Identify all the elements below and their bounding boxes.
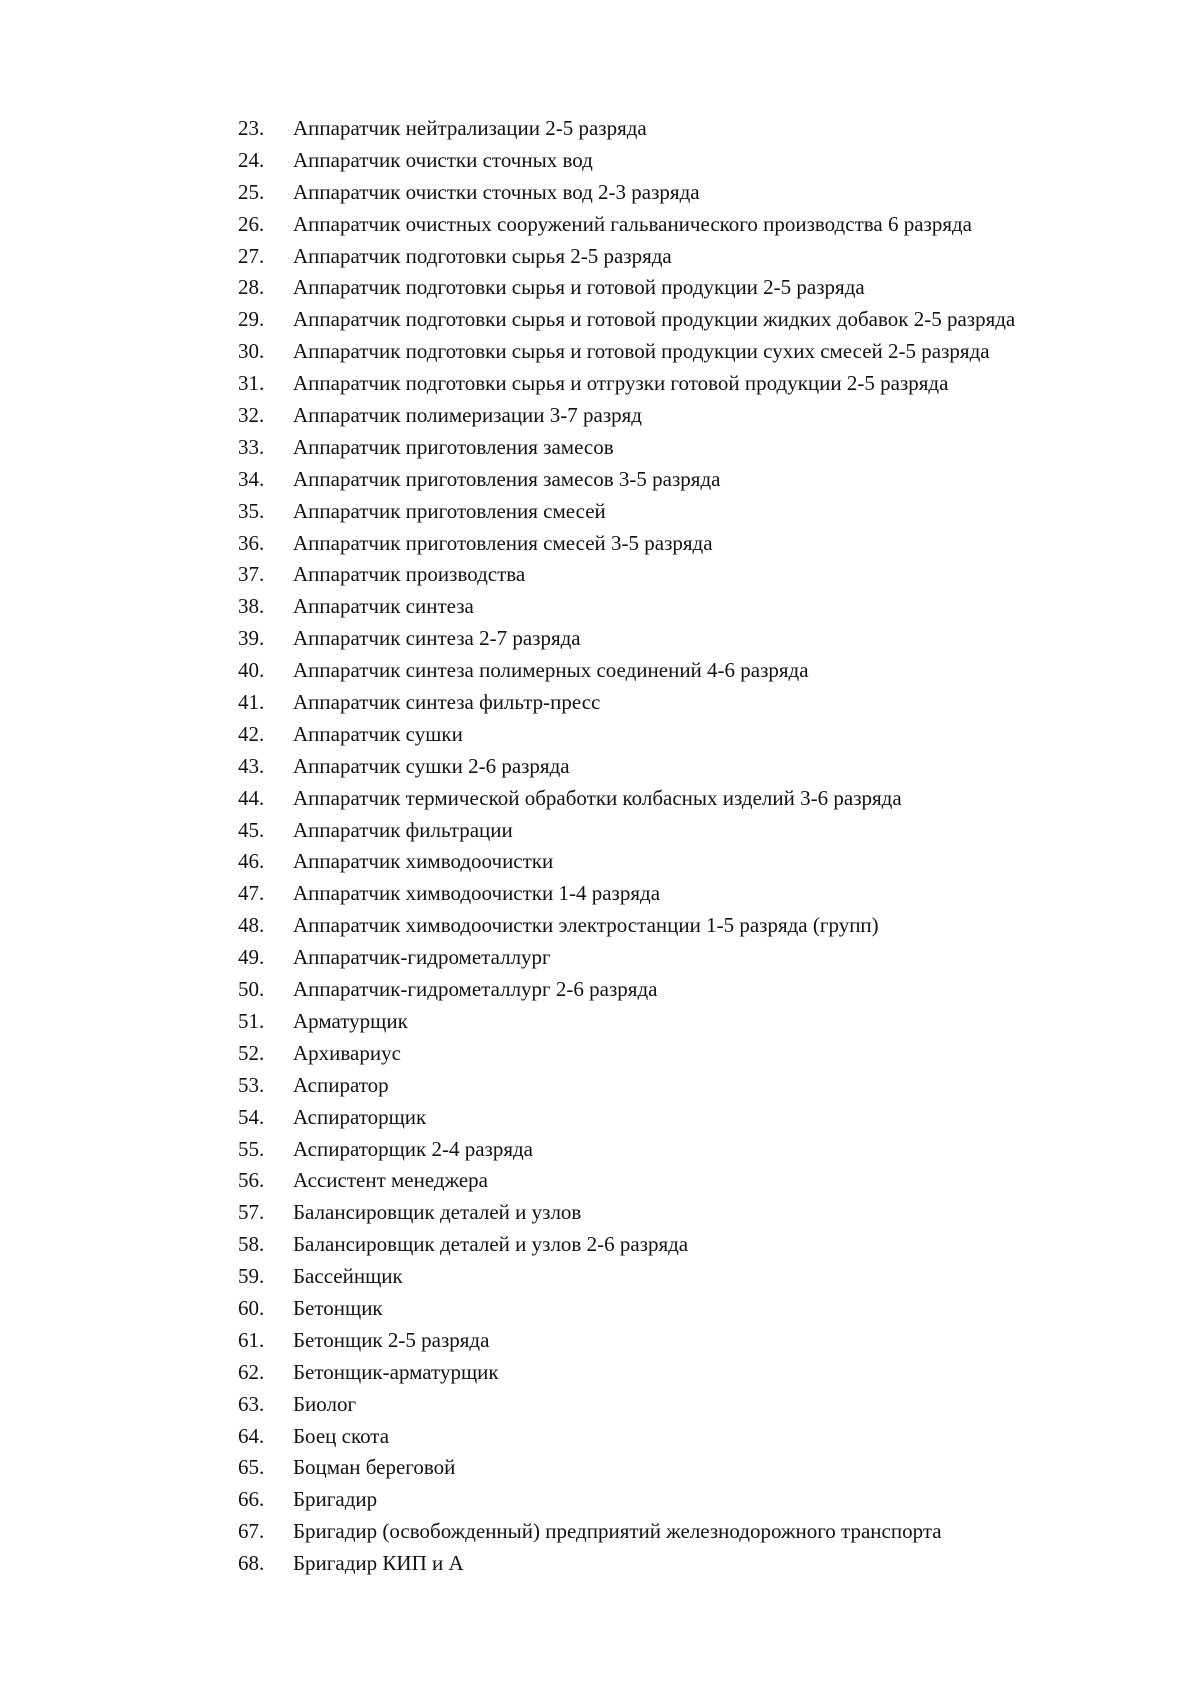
list-item bbox=[238, 209, 1138, 241]
item-number: 59. bbox=[238, 1264, 265, 1289]
list-item bbox=[238, 942, 1138, 974]
item-number: 46. bbox=[238, 849, 265, 874]
list-item bbox=[238, 1357, 1138, 1389]
list-item bbox=[238, 1484, 1138, 1516]
item-number: 44. bbox=[238, 785, 265, 810]
item-number: 31. bbox=[238, 371, 265, 396]
list-item bbox=[238, 1006, 1138, 1038]
item-number: 45. bbox=[238, 817, 265, 842]
item-number: 37. bbox=[238, 562, 265, 587]
item-text: Аппаратчик синтеза bbox=[293, 594, 474, 619]
list-item bbox=[238, 336, 1138, 368]
list-item bbox=[238, 1293, 1138, 1325]
list-item bbox=[238, 655, 1138, 687]
item-number: 62. bbox=[238, 1359, 265, 1384]
list-item bbox=[238, 974, 1138, 1006]
item-text: Аппаратчик подготовки сырья и готовой продукции 2-5 разряда bbox=[293, 275, 865, 300]
item-number: 25. bbox=[238, 179, 265, 204]
list-item bbox=[238, 1197, 1138, 1229]
list-item bbox=[238, 1389, 1138, 1421]
item-text: Аппаратчик приготовления смесей bbox=[293, 498, 606, 523]
item-number: 67. bbox=[238, 1519, 265, 1544]
item-text: Аппаратчик очистных сооружений гальванического производства 6 разряда bbox=[293, 211, 972, 236]
list-item bbox=[238, 528, 1138, 560]
list-item bbox=[238, 751, 1138, 783]
item-text: Аппаратчик подготовки сырья и отгрузки готовой продукции 2-5 разряда bbox=[293, 371, 949, 396]
item-number: 49. bbox=[238, 945, 265, 970]
list-item bbox=[238, 241, 1138, 273]
item-text: Аппаратчик очистки сточных вод 2-3 разряда bbox=[293, 179, 700, 204]
item-text: Аппаратчик приготовления замесов 3-5 разряда bbox=[293, 466, 721, 491]
item-text: Аппаратчик производства bbox=[293, 562, 526, 587]
list-item bbox=[238, 687, 1138, 719]
list-item bbox=[238, 496, 1138, 528]
item-text: Балансировщик деталей и узлов 2-6 разряда bbox=[293, 1232, 689, 1257]
list-item bbox=[238, 1229, 1138, 1261]
list-item bbox=[238, 1516, 1138, 1548]
item-text: Аппаратчик приготовления замесов bbox=[293, 434, 614, 459]
list-item bbox=[238, 145, 1138, 177]
item-number: 42. bbox=[238, 721, 265, 746]
list-item bbox=[238, 1548, 1138, 1580]
item-number: 41. bbox=[238, 690, 265, 715]
list-item bbox=[238, 1070, 1138, 1102]
item-number: 50. bbox=[238, 977, 265, 1002]
list-item bbox=[238, 1102, 1138, 1134]
item-number: 40. bbox=[238, 658, 265, 683]
list-item bbox=[238, 623, 1138, 655]
item-text: Аппаратчик полимеризации 3-7 разряд bbox=[293, 403, 642, 428]
item-number: 33. bbox=[238, 434, 265, 459]
item-number: 51. bbox=[238, 1008, 265, 1033]
item-text: Аспиратор bbox=[293, 1072, 389, 1097]
list-item bbox=[238, 177, 1138, 209]
item-text: Аппаратчик химводоочистки 1-4 разряда bbox=[293, 881, 661, 906]
item-number: 23. bbox=[238, 116, 265, 140]
item-text: Бетонщик 2-5 разряда bbox=[293, 1327, 490, 1352]
item-text: Аппаратчик термической обработки колбасных изделий 3-6 разряда bbox=[293, 785, 902, 810]
item-text: Аппаратчик очистки сточных вод bbox=[293, 147, 593, 172]
item-text: Арматурщик bbox=[293, 1008, 408, 1033]
item-number: 39. bbox=[238, 626, 265, 651]
item-number: 27. bbox=[238, 243, 265, 268]
item-text: Аппаратчик синтеза фильтр-пресс bbox=[293, 690, 601, 715]
list-item bbox=[238, 1261, 1138, 1293]
list-item bbox=[238, 368, 1138, 400]
item-text: Аспираторщик 2-4 разряда bbox=[293, 1136, 534, 1161]
item-text: Аппаратчик синтеза полимерных соединений 4-6 разряда bbox=[293, 658, 809, 683]
list-item bbox=[238, 272, 1138, 304]
item-text: Аппаратчик-гидрометаллург 2-6 разряда bbox=[293, 977, 658, 1002]
item-number: 54. bbox=[238, 1104, 265, 1129]
item-text: Ассистент менеджера bbox=[293, 1168, 488, 1193]
list-item bbox=[238, 1165, 1138, 1197]
list-item bbox=[238, 815, 1138, 847]
item-number: 66. bbox=[238, 1487, 265, 1512]
item-number: 61. bbox=[238, 1327, 265, 1352]
item-text: Аппаратчик-гидрометаллург bbox=[293, 945, 551, 970]
item-text: Аппаратчик химводоочистки bbox=[293, 849, 554, 874]
list-item bbox=[238, 878, 1138, 910]
list-item bbox=[238, 591, 1138, 623]
item-text: Аппаратчик нейтрализации 2-5 разряда bbox=[293, 116, 647, 140]
item-text: Бригадир (освобожденный) предприятий железнодорожного транспорта bbox=[293, 1519, 942, 1544]
item-text: Аппаратчик синтеза 2-7 разряда bbox=[293, 626, 581, 651]
item-text: Аппаратчик сушки 2-6 разряда bbox=[293, 753, 570, 778]
list-item bbox=[238, 846, 1138, 878]
list-item bbox=[238, 559, 1138, 591]
list-item bbox=[238, 910, 1138, 942]
list-item bbox=[238, 1038, 1138, 1070]
item-number: 24. bbox=[238, 147, 265, 172]
item-number: 36. bbox=[238, 530, 265, 555]
item-number: 30. bbox=[238, 339, 265, 364]
list-item bbox=[238, 432, 1138, 464]
list-item bbox=[238, 464, 1138, 496]
item-text: Бригадир КИП и А bbox=[293, 1551, 464, 1576]
item-text: Аппаратчик подготовки сырья 2-5 разряда bbox=[293, 243, 672, 268]
item-text: Аппаратчик химводоочистки электростанции 1-5 разряда (групп) bbox=[293, 913, 879, 938]
item-number: 57. bbox=[238, 1200, 265, 1225]
item-number: 43. bbox=[238, 753, 265, 778]
item-number: 28. bbox=[238, 275, 265, 300]
item-number: 34. bbox=[238, 466, 265, 491]
item-number: 60. bbox=[238, 1295, 265, 1320]
list-item bbox=[238, 304, 1138, 336]
item-text: Боцман береговой bbox=[293, 1455, 456, 1480]
item-number: 29. bbox=[238, 307, 265, 332]
item-number: 26. bbox=[238, 211, 265, 236]
list-item bbox=[238, 1134, 1138, 1166]
item-number: 35. bbox=[238, 498, 265, 523]
item-number: 56. bbox=[238, 1168, 265, 1193]
list-item bbox=[238, 400, 1138, 432]
item-text: Биолог bbox=[293, 1391, 357, 1416]
item-text: Аппаратчик подготовки сырья и готовой продукции сухих смесей 2-5 разряда bbox=[293, 339, 990, 364]
item-text: Аппаратчик фильтрации bbox=[293, 817, 513, 842]
list-item bbox=[238, 1452, 1138, 1484]
item-number: 48. bbox=[238, 913, 265, 938]
item-number: 64. bbox=[238, 1423, 265, 1448]
item-text: Боец скота bbox=[293, 1423, 390, 1448]
list-item bbox=[238, 1421, 1138, 1453]
item-number: 63. bbox=[238, 1391, 265, 1416]
list-item bbox=[238, 113, 1138, 145]
item-text: Аспираторщик bbox=[293, 1104, 427, 1129]
item-number: 58. bbox=[238, 1232, 265, 1257]
item-text: Балансировщик деталей и узлов bbox=[293, 1200, 582, 1225]
item-number: 32. bbox=[238, 403, 265, 428]
item-text: Бетонщик-арматурщик bbox=[293, 1359, 499, 1384]
item-text: Бригадир bbox=[293, 1487, 378, 1512]
item-number: 38. bbox=[238, 594, 265, 619]
item-number: 68. bbox=[238, 1551, 265, 1576]
profession-list bbox=[238, 113, 1138, 1580]
item-text: Аппаратчик подготовки сырья и готовой продукции жидких добавок 2-5 разряда bbox=[293, 307, 1016, 332]
item-number: 52. bbox=[238, 1040, 265, 1065]
item-number: 53. bbox=[238, 1072, 265, 1097]
item-text: Бассейнщик bbox=[293, 1264, 403, 1289]
list-item bbox=[238, 719, 1138, 751]
item-number: 65. bbox=[238, 1455, 265, 1480]
item-text: Архивариус bbox=[293, 1040, 401, 1065]
list-item bbox=[238, 783, 1138, 815]
item-text: Бетонщик bbox=[293, 1295, 383, 1320]
list-item bbox=[238, 1325, 1138, 1357]
item-text: Аппаратчик сушки bbox=[293, 721, 463, 746]
item-number: 55. bbox=[238, 1136, 265, 1161]
item-text: Аппаратчик приготовления смесей 3-5 разряда bbox=[293, 530, 713, 555]
item-number: 47. bbox=[238, 881, 265, 906]
